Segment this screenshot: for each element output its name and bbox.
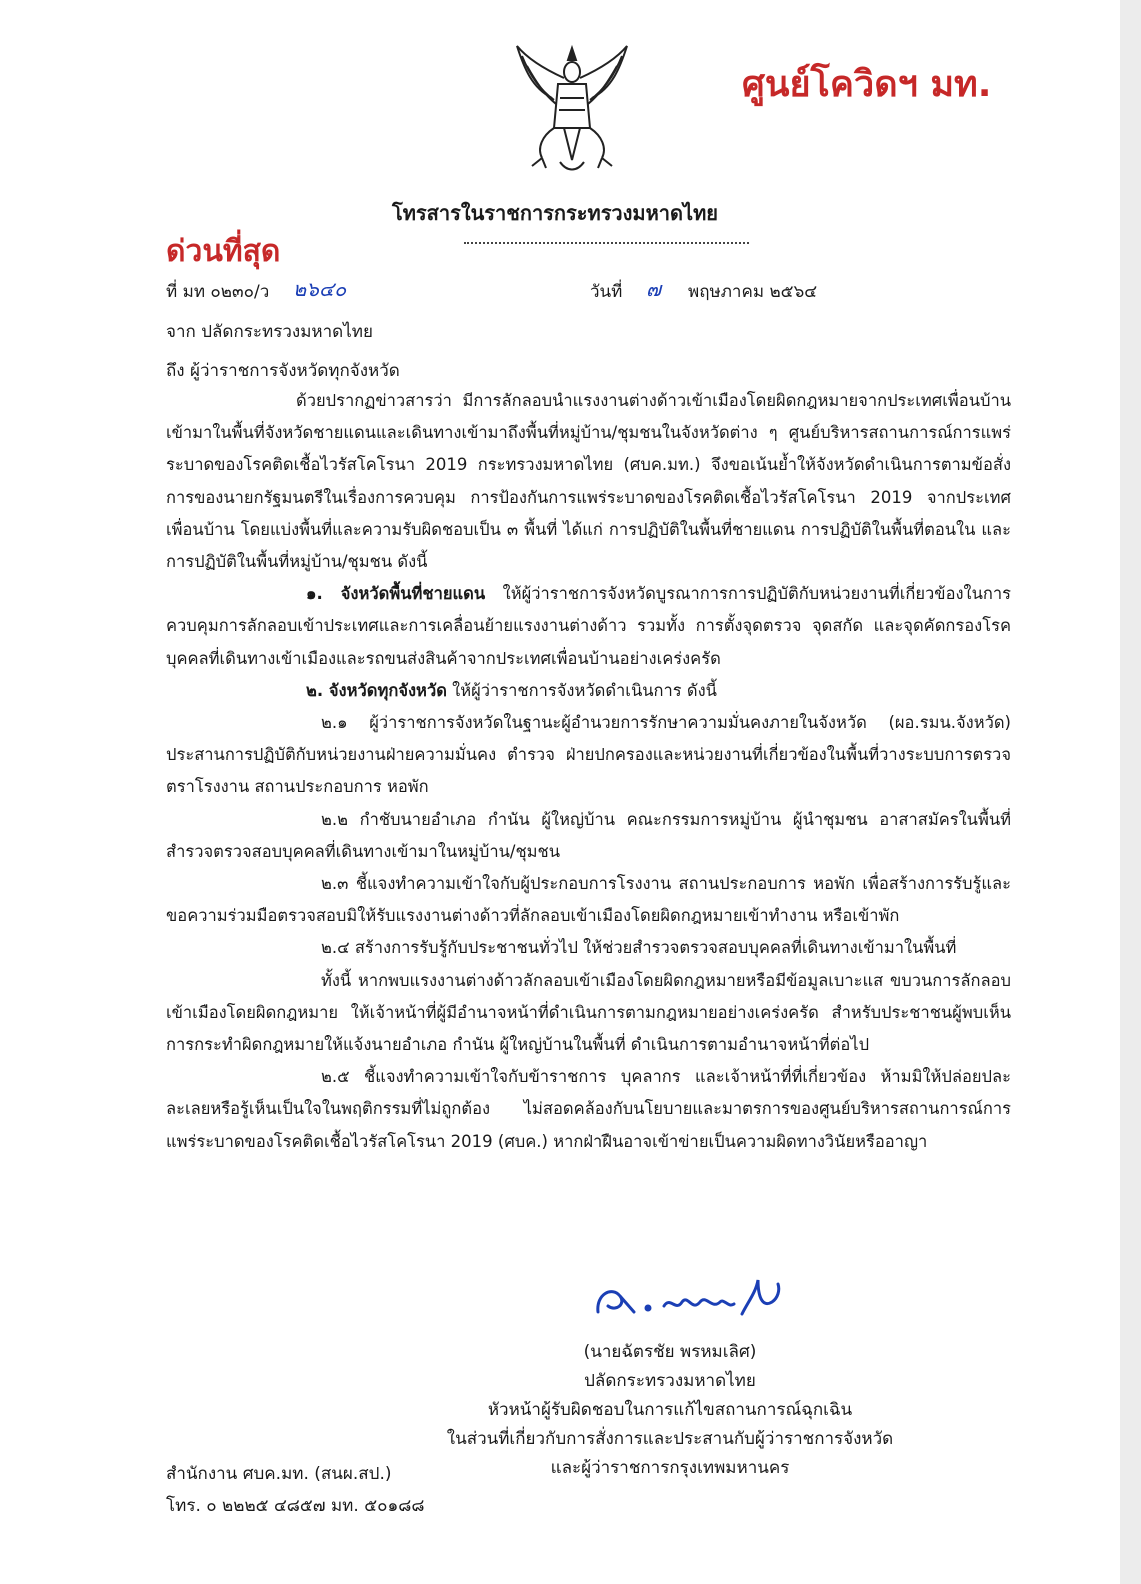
section-2	[166, 675, 1011, 707]
reference-number-handwritten: ๒๖๔๐	[293, 277, 347, 301]
dotted-line	[464, 232, 749, 244]
department-stamp: ศูนย์โควิดฯ มท.	[742, 64, 992, 105]
section-2-4: ๒.๔ สร้างการรับรู้กับประชาชนทั่วไป ให้ช่วยสำรวจตรวจสอบบุคคลที่เดินทางเข้ามาในพื้นที่	[321, 938, 957, 958]
signature-image	[590, 1272, 790, 1322]
page-edge	[1120, 0, 1141, 1584]
section-1-text: ให้ผู้ว่าราชการจังหวัดบูรณาการการปฏิบัติกับหน่วยงานที่เกี่ยวข้องในการควบคุมการลักลอบเข้าประเทศและการเคลื่อนย้ายแรงงานต่างด้าว รวมทั้ง การตั้งจุดตรวจ จุดสกัด และจุดคัดกรองโรคบุคคลที่เดินทางเข้าเมืองและรถขนส่งสินค้าจากประเทศเพื่อนบ้านอย่างเคร่งครัด	[166, 584, 1011, 668]
section-2-1: ๒.๑ ผู้ว่าราชการจังหวัดในฐานะผู้อำนวยการรักษาความมั่นคงภายในจังหวัด (ผอ.รมน.จังหวัด) ประสานการปฏิบัติกับหน่วยงานฝ่ายความมั่นคง ตำรวจ ฝ่ายปกครองและหน่วยงานที่เกี่ยวข้องในพื้นที่วางระบบการตรวจตราโรงงาน สถานประกอบการ หอพัก	[166, 713, 1011, 797]
date-month-year: พฤษภาคม ๒๕๖๔	[688, 282, 818, 302]
garuda-emblem-icon	[512, 38, 632, 178]
section-1-heading: ๑. จังหวัดพื้นที่ชายแดน	[306, 584, 486, 604]
date-day-handwritten: ๗	[646, 277, 662, 301]
signatory-position-1: ปลัดกระทรวงมหาดไทย	[584, 1371, 756, 1391]
section-2-3: ๒.๓ ชี้แจงทำความเข้าใจกับผู้ประกอบการโรงงาน สถานประกอบการ หอพัก เพื่อสร้างการรับรู้และขอความร่วมมือตรวจสอบมิให้รับแรงงานต่างด้าวที่ลักลอบเข้าเมืองโดยผิดกฎหมายเข้าทำงาน หรือเข้าพัก	[166, 874, 1011, 926]
signatory-name: (นายฉัตรชัย พรหมเลิศ)	[583, 1342, 757, 1362]
signatory-position-2: หัวหน้าผู้รับผิดชอบในการแก้ไขสถานการณ์ฉุกเฉิน	[487, 1400, 853, 1420]
signature-block	[420, 1338, 920, 1483]
document-title: โทรสารในราชการกระทรวงมหาดไทย	[392, 201, 718, 225]
letter-body	[166, 385, 1011, 1158]
section-2-text: ให้ผู้ว่าราชการจังหวัดดำเนินการ ดังนี้	[446, 680, 717, 700]
urgency-stamp: ด่วนที่สุด	[166, 234, 281, 269]
signatory-position-4: และผู้ว่าราชการกรุงเทพมหานคร	[550, 1458, 790, 1478]
telephone: โทร. ๐ ๒๒๒๕ ๔๘๕๗ มท. ๕๐๑๘๘	[166, 1496, 425, 1516]
section-2-2: ๒.๒ กำชับนายอำเภอ กำนัน ผู้ใหญ่บ้าน คณะกรรมการหมู่บ้าน ผู้นำชุมชน อาสาสมัครในพื้นที่สำรวจตรวจสอบบุคคลที่เดินทางเข้ามาในหมู่บ้าน/ชุมชน	[166, 809, 1011, 861]
signatory-position-3: ในส่วนที่เกี่ยวกับการสั่งการและประสานกับผู้ว่าราชการจังหวัด	[446, 1429, 894, 1449]
office-name: สำนักงาน ศบค.มท. (สนผ.สป.)	[166, 1464, 392, 1484]
reference-number-label: ที่ มท ๐๒๓๐/ว	[166, 282, 270, 302]
date-label: วันที่	[590, 282, 623, 302]
from-line: จาก ปลัดกระทรวงมหาดไทย	[166, 322, 373, 342]
intro-paragraph: ด้วยปรากฏข่าวสารว่า มีการลักลอบนำแรงงานต่างด้าวเข้าเมืองโดยผิดกฎหมายจากประเทศเพื่อนบ้านเข้ามาในพื้นที่จังหวัดชายแดนและเดินทางเข้ามาถึงพื้นที่หมู่บ้าน/ชุมชนในจังหวัดต่าง ๆ ศูนย์บริหารสถานการณ์การแพร่ระบาดของโรคติดเชื้อไวรัสโคโรนา 2019 กระทรวงมหาดไทย (ศบค.มท.) จึงขอเน้นย้ำให้จังหวัดดำเนินการตามข้อสั่งการของนายกรัฐมนตรีในเรื่องการควบคุม การป้องกันการแพร่ระบาดของโรคติดเชื้อไวรัสโคโรนา 2019 จากประเทศเพื่อนบ้าน โดยแบ่งพื้นที่และความรับผิดชอบเป็น ๓ พื้นที่ ได้แก่ การปฏิบัติในพื้นที่ชายแดน การปฏิบัติในพื้นที่ตอนใน และการปฏิบัติในพื้นที่หมู่บ้าน/ชุมชน ดังนี้	[166, 391, 1011, 572]
section-2-4-note: ทั้งนี้ หากพบแรงงานต่างด้าวลักลอบเข้าเมืองโดยผิดกฎหมายหรือมีข้อมูลเบาะแส ขบวนการลักลอบเข้าเมืองโดยผิดกฎหมาย ให้เจ้าหน้าที่ผู้มีอำนาจหน้าที่ดำเนินการตามกฎหมายอย่างเคร่งครัด สำหรับประชาชนผู้พบเห็นการกระทำผิดกฎหมายให้แจ้งนายอำเภอ กำนัน ผู้ใหญ่บ้านในพื้นที่ ดำเนินการตามอำนาจหน้าที่ต่อไป	[166, 970, 1011, 1055]
to-line: ถึง ผู้ว่าราชการจังหวัดทุกจังหวัด	[166, 361, 400, 381]
section-1	[166, 578, 1011, 675]
section-2-heading: ๒. จังหวัดทุกจังหวัด	[306, 680, 447, 700]
section-2-5: ๒.๕ ชี้แจงทำความเข้าใจกับข้าราชการ บุคลากร และเจ้าหน้าที่ที่เกี่ยวข้อง ห้ามมิให้ปล่อยปละละเลยหรือรู้เห็นเป็นใจในพฤติกรรมที่ไม่ถูกต้อง ไม่สอดคล้องกับนโยบายและมาตรการของศูนย์บริหารสถานการณ์การแพร่ระบาดของโรคติดเชื้อไวรัสโคโรนา 2019 (ศบค.) หากฝ่าฝืนอาจเข้าข่ายเป็นความผิดทางวินัยหรืออาญา	[166, 1067, 1011, 1151]
